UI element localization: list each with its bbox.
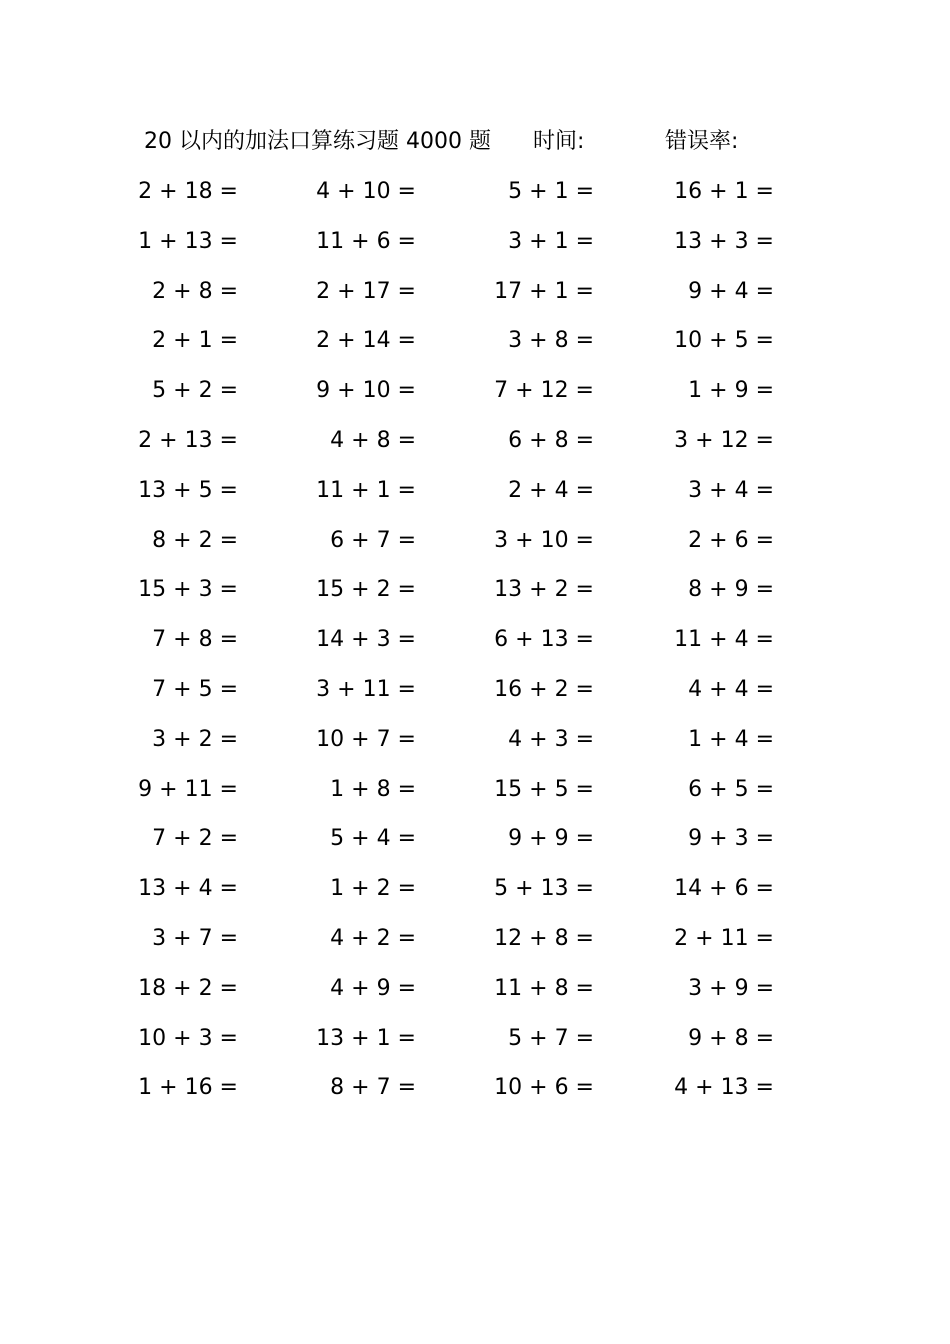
worksheet-header [0,124,950,160]
problem-row [0,770,950,820]
problem-item: 3 + 11 = [316,676,416,702]
problem-row [0,670,950,720]
problem-item: 2 + 17 = [316,278,416,304]
problem-item: 6 + 13 = [494,627,594,653]
problem-item: 4 + 2 = [330,925,416,951]
problem-item: 17 + 1 = [494,278,594,304]
problem-row [0,272,950,322]
problem-row [0,1068,950,1118]
problem-row [0,222,950,272]
problem-item: 5 + 4 = [330,826,416,852]
problem-item: 2 + 18 = [138,179,238,204]
problem-row [0,471,950,521]
problem-row [0,421,950,471]
problem-item: 6 + 8 = [508,427,594,453]
problem-item: 4 + 10 = [316,179,416,204]
problem-item: 1 + 9 = [688,378,774,404]
problem-item: 2 + 8 = [152,278,238,304]
problem-item: 2 + 6 = [688,527,774,553]
problem-item: 13 + 1 = [316,1025,416,1051]
problem-item: 8 + 7 = [330,1075,416,1101]
problem-item: 4 + 3 = [508,726,594,752]
problem-row [0,570,950,620]
problem-item: 2 + 11 = [674,925,774,951]
problem-item: 13 + 5 = [138,477,238,503]
problem-item: 1 + 2 = [330,876,416,902]
problem-row [0,720,950,770]
problem-item: 10 + 6 = [494,1075,594,1101]
problem-item: 9 + 9 = [508,826,594,852]
problem-item: 5 + 7 = [508,1025,594,1051]
problem-item: 11 + 4 = [674,627,774,653]
problem-item: 9 + 10 = [316,378,416,404]
problem-item: 10 + 7 = [316,726,416,752]
problem-row [0,521,950,571]
problem-item: 3 + 2 = [152,726,238,752]
problem-item: 5 + 1 = [508,179,594,204]
problem-item: 3 + 12 = [674,427,774,453]
problem-item: 3 + 8 = [508,328,594,354]
problem-item: 10 + 3 = [138,1025,238,1051]
problem-item: 11 + 6 = [316,228,416,254]
problem-row [0,919,950,969]
problem-item: 15 + 3 = [138,577,238,603]
problem-item: 9 + 11 = [138,776,238,802]
problem-row [0,1019,950,1069]
problem-item: 7 + 2 = [152,826,238,852]
problem-item: 10 + 5 = [674,328,774,354]
problem-item: 16 + 2 = [494,676,594,702]
problem-item: 7 + 12 = [494,378,594,404]
problem-row [0,321,950,371]
problem-item: 13 + 3 = [674,228,774,254]
problem-item: 2 + 13 = [138,427,238,453]
problem-item: 1 + 4 = [688,726,774,752]
problem-item: 4 + 8 = [330,427,416,453]
worksheet-title: 20 以内的加法口算练习题 4000 题 [144,129,491,154]
problem-row [0,371,950,421]
problem-item: 7 + 8 = [152,627,238,653]
problem-item: 4 + 4 = [688,676,774,702]
problem-item: 3 + 1 = [508,228,594,254]
problem-item: 3 + 10 = [494,527,594,553]
problem-item: 3 + 4 = [688,477,774,503]
problem-item: 1 + 16 = [138,1075,238,1101]
problem-item: 6 + 7 = [330,527,416,553]
problem-item: 4 + 13 = [674,1075,774,1101]
problem-item: 16 + 1 = [674,179,774,204]
problem-row [0,869,950,919]
problem-item: 2 + 14 = [316,328,416,354]
time-label: 时间: [533,129,585,154]
problem-item: 5 + 2 = [152,378,238,404]
problem-item: 2 + 1 = [152,328,238,354]
problem-row [0,172,950,222]
problem-row [0,969,950,1019]
problem-item: 4 + 9 = [330,975,416,1001]
problem-item: 9 + 3 = [688,826,774,852]
problem-item: 7 + 5 = [152,676,238,702]
problem-item: 9 + 8 = [688,1025,774,1051]
problem-item: 13 + 4 = [138,876,238,902]
problem-item: 1 + 8 = [330,776,416,802]
problem-item: 13 + 2 = [494,577,594,603]
error-rate-label: 错误率: [665,129,739,154]
problem-item: 3 + 9 = [688,975,774,1001]
problem-item: 8 + 9 = [688,577,774,603]
problem-item: 14 + 3 = [316,627,416,653]
problem-item: 15 + 5 = [494,776,594,802]
problem-item: 11 + 8 = [494,975,594,1001]
problem-item: 8 + 2 = [152,527,238,553]
problem-item: 2 + 4 = [508,477,594,503]
problem-item: 15 + 2 = [316,577,416,603]
problem-item: 9 + 4 = [688,278,774,304]
problem-item: 18 + 2 = [138,975,238,1001]
problem-item: 3 + 7 = [152,925,238,951]
problem-item: 1 + 13 = [138,228,238,254]
problem-item: 14 + 6 = [674,876,774,902]
problem-item: 12 + 8 = [494,925,594,951]
problem-grid [0,172,950,1118]
problem-item: 6 + 5 = [688,776,774,802]
problem-item: 11 + 1 = [316,477,416,503]
problem-item: 5 + 13 = [494,876,594,902]
problem-row [0,819,950,869]
problem-row [0,620,950,670]
